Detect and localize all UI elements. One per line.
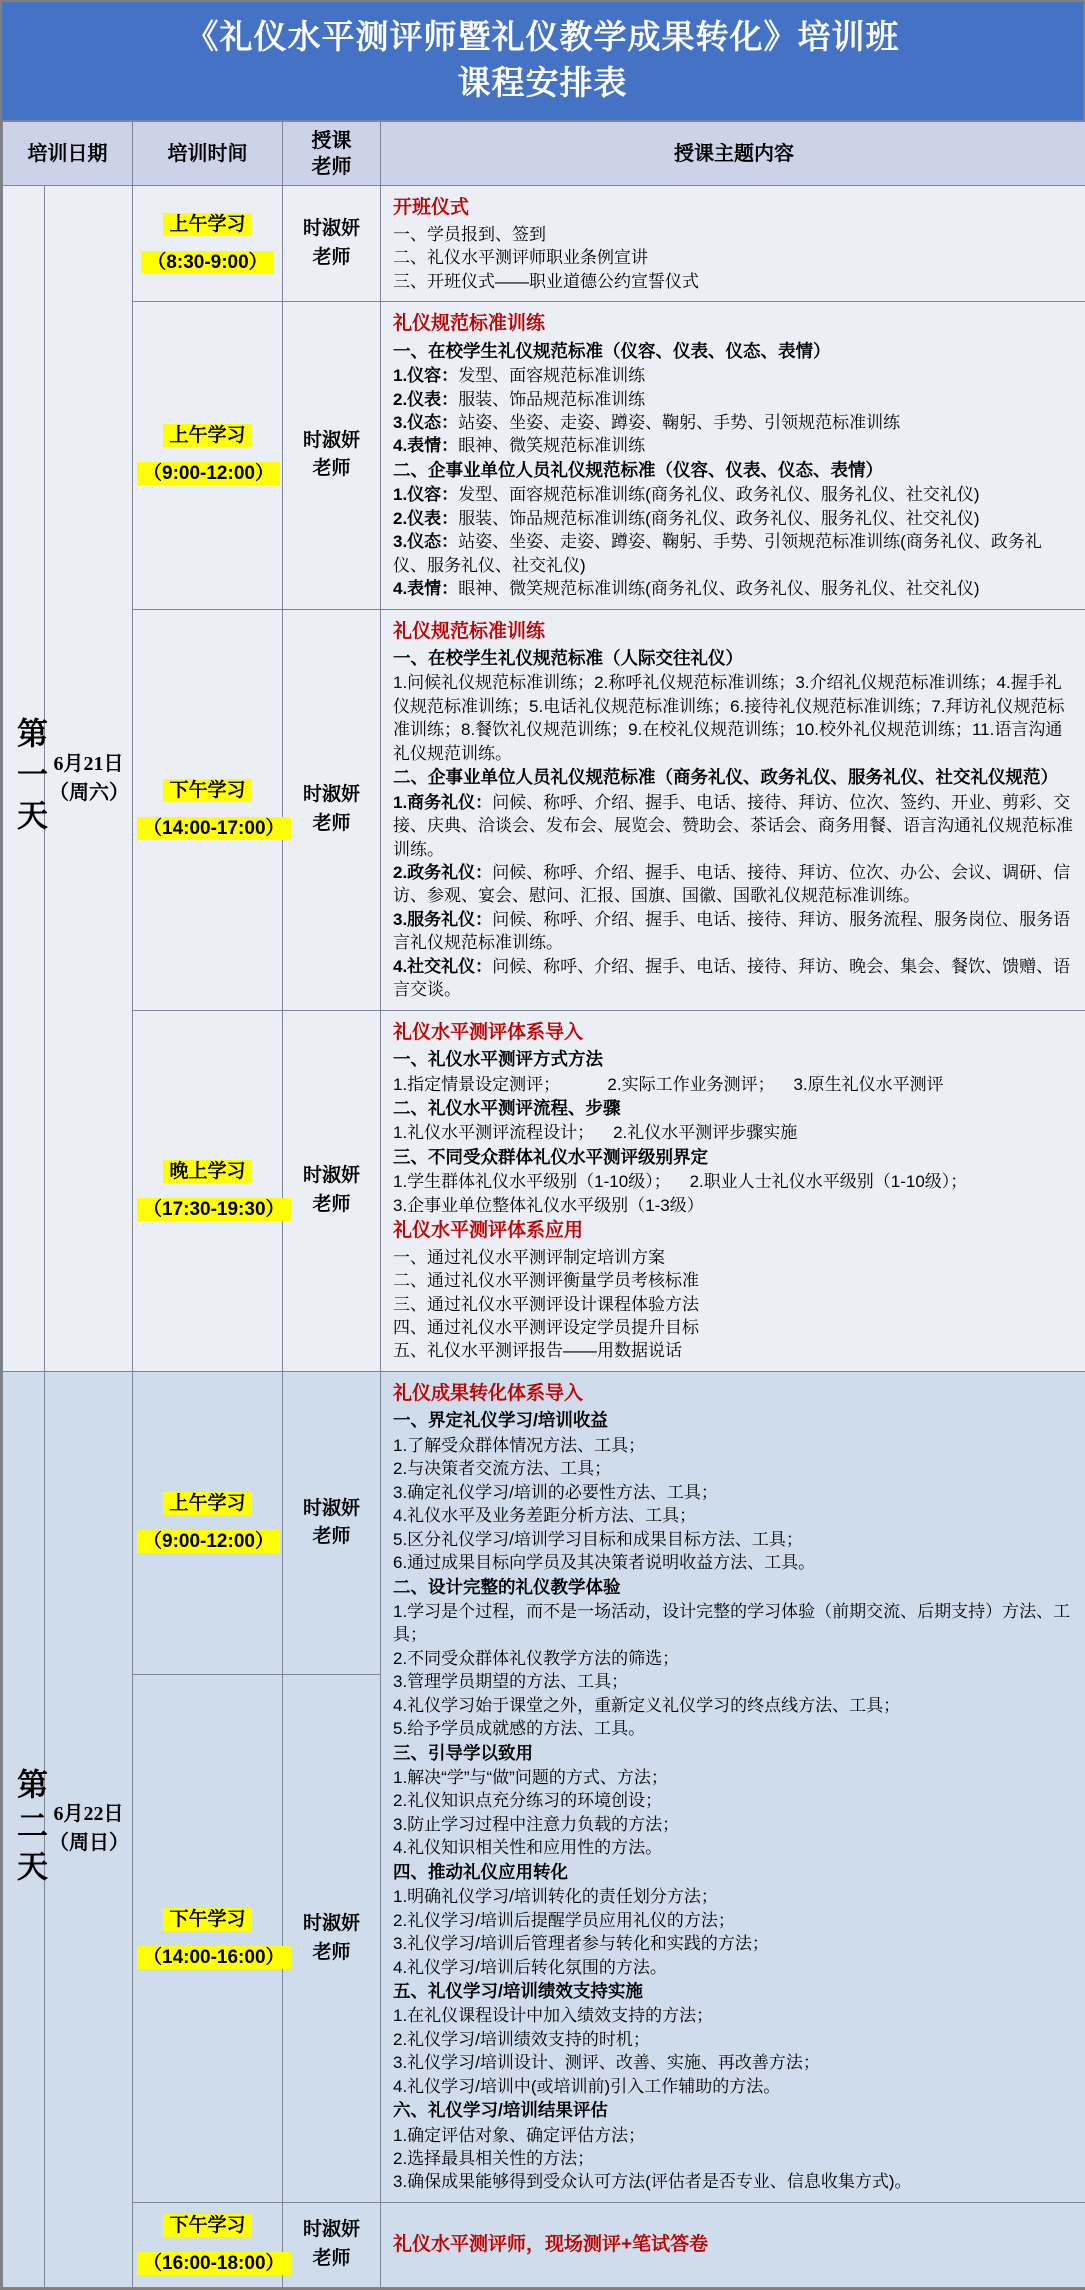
session3-content	[381, 609, 1085, 1010]
day1-date: 6月21日	[54, 753, 124, 775]
content-line: 3.礼仪学习/培训设计、测评、改善、实施、再改善方法；	[393, 2051, 1075, 2074]
content-line: 1.解决“学”与“做”问题的方式、方法；	[393, 1766, 1075, 1789]
content-line: 礼仪水平测评体系应用	[393, 1217, 1075, 1246]
content-line: 3.仪态：站姿、坐姿、走姿、蹲姿、鞠躬、手势、引领规范标准训练(商务礼仪、政务礼仪、服务礼仪、社交礼仪)	[393, 530, 1075, 577]
session5-teacher	[283, 1371, 381, 1674]
content-line: 一、通过礼仪水平测评制定培训方案	[393, 1246, 1075, 1269]
teacher-title: 老师	[312, 458, 350, 479]
content-line: 2.礼仪学习/培训后提醒学员应用礼仪的方法；	[393, 1909, 1075, 1932]
teacher-name: 时淑妍	[303, 784, 360, 805]
col-header-teacher-line2: 老师	[312, 156, 352, 178]
content-line: 4.礼仪学习始于课堂之外，重新定义礼仪学习的终点线方法、工具；	[393, 1694, 1075, 1717]
col-header-teacher	[283, 122, 381, 186]
day2-date: 6月22日	[54, 1803, 124, 1825]
content-line: 一、在校学生礼仪规范标准（人际交往礼仪）	[393, 646, 1075, 671]
session7-period: 下午学习	[163, 2214, 251, 2237]
teacher-name: 时淑妍	[303, 1913, 360, 1934]
session3-range: （14:00-17:00）	[137, 817, 291, 840]
teacher-title: 老师	[312, 1526, 350, 1547]
content-line: 2.仪表：服装、饰品规范标准训练	[393, 388, 1075, 411]
content-line: 一、在校学生礼仪规范标准（仪容、仪表、仪态、表情）	[393, 339, 1075, 364]
content-line: 3.企事业单位整体礼仪水平级别（1-3级）	[393, 1194, 1075, 1217]
teacher-title: 老师	[312, 813, 350, 834]
content-line: 2.礼仪学习/培训绩效支持的时机；	[393, 2028, 1075, 2051]
content-line: 礼仪水平测评体系导入	[393, 1019, 1075, 1048]
content-line: 3.服务礼仪：问候、称呼、介绍、握手、电话、接待、拜访、服务流程、服务岗位、服务语言礼仪规范标准训练。	[393, 908, 1075, 955]
content-line: 六、礼仪学习/培训结果评估	[393, 2098, 1075, 2123]
day2-weekday: （周日）	[49, 1832, 129, 1854]
day2-date-cell	[45, 1371, 133, 2287]
table-row	[3, 2202, 1085, 2287]
session7-time-cell	[133, 2202, 283, 2287]
day2-cell	[3, 1371, 45, 2287]
session4-content	[381, 1010, 1085, 1371]
session2-teacher	[283, 302, 381, 609]
session6-time-cell	[133, 1675, 283, 2203]
session1-teacher	[283, 186, 381, 302]
col-header-time: 培训时间	[133, 122, 283, 186]
schedule-table	[2, 121, 1085, 2288]
content-line: 4.表情：眼神、微笑规范标准训练(商务礼仪、政务礼仪、服务礼仪、社交礼仪)	[393, 577, 1075, 600]
table-row	[3, 1371, 1085, 1674]
session5-period: 上午学习	[163, 1492, 251, 1515]
teacher-name: 时淑妍	[303, 430, 360, 451]
content-line: 2.仪表：服装、饰品规范标准训练(商务礼仪、政务礼仪、服务礼仪、社交礼仪)	[393, 507, 1075, 530]
session1-period: 上午学习	[163, 213, 251, 236]
session6-period: 下午学习	[163, 1908, 251, 1931]
content-line: 4.礼仪知识相关性和应用性的方法。	[393, 1836, 1075, 1859]
content-line: 1.学习是个过程，而不是一场活动，设计完整的学习体验（前期交流、后期支持）方法、工具；	[393, 1600, 1075, 1647]
session4-period: 晚上学习	[163, 1160, 251, 1183]
content-line: 二、礼仪水平测评流程、步骤	[393, 1096, 1075, 1121]
table-row	[3, 1010, 1085, 1371]
content-line: 一、界定礼仪学习/培训收益	[393, 1408, 1075, 1433]
teacher-name: 时淑妍	[303, 1165, 360, 1186]
teacher-title: 老师	[312, 1942, 350, 1963]
session4-teacher	[283, 1010, 381, 1371]
content-line: 一、学员报到、签到	[393, 223, 1075, 246]
content-line: 三、开班仪式——职业道德公约宣誓仪式	[393, 270, 1075, 293]
content-line: 5.区分礼仪学习/培训学习目标和成果目标方法、工具；	[393, 1528, 1075, 1551]
teacher-title: 老师	[312, 1194, 350, 1215]
content-line: 4.礼仪学习/培训后转化氛围的方法。	[393, 1956, 1075, 1979]
content-line: 4.表情：眼神、微笑规范标准训练	[393, 434, 1075, 457]
session4-time-cell	[133, 1010, 283, 1371]
content-line: 1.了解受众群体情况方法、工具；	[393, 1434, 1075, 1457]
page-title-line2: 课程安排表	[10, 60, 1075, 106]
content-line: 3.管理学员期望的方法、工具；	[393, 1670, 1075, 1693]
column-header-row	[3, 122, 1085, 186]
session5-range: （9:00-12:00）	[137, 1530, 280, 1553]
content-line: 1.指定情景设定测评； 2.实际工作业务测评； 3.原生礼仪水平测评	[393, 1073, 1075, 1096]
content-line: 三、通过礼仪水平测评设计课程体验方法	[393, 1293, 1075, 1316]
day1-date-cell	[45, 186, 133, 1372]
day1-cell	[3, 186, 45, 1372]
content-line: 1.商务礼仪：问候、称呼、介绍、握手、电话、接待、拜访、位次、签约、开业、剪彩、交接、庆典、洽谈会、发布会、展览会、赞助会、茶话会、商务用餐、语言沟通礼仪规范标准训练。	[393, 791, 1075, 861]
content-line: 1.确定评估对象、确定评估方法；	[393, 2124, 1075, 2147]
content-line: 一、礼仪水平测评方式方法	[393, 1047, 1075, 1072]
content-line: 二、企事业单位人员礼仪规范标准（商务礼仪、政务礼仪、服务礼仪、社交礼仪规范）	[393, 765, 1075, 790]
content-line: 1.礼仪水平测评流程设计； 2.礼仪水平测评步骤实施	[393, 1121, 1075, 1144]
content-line: 3.确定礼仪学习/培训的必要性方法、工具；	[393, 1481, 1075, 1504]
session5-time-cell	[133, 1371, 283, 1674]
content-line: 1.学生群体礼仪水平级别（1-10级）； 2.职业人士礼仪水平级别（1-10级）；	[393, 1170, 1075, 1193]
content-line: 礼仪水平测评师，现场测评+笔试答卷	[393, 2231, 1075, 2260]
content-line: 二、礼仪水平测评师职业条例宣讲	[393, 246, 1075, 269]
session7-range: （16:00-18:00）	[137, 2252, 291, 2275]
col-header-topic: 授课主题内容	[381, 122, 1085, 186]
teacher-title: 老师	[312, 247, 350, 268]
content-line: 开班仪式	[393, 194, 1075, 223]
page-title-line1: 《礼仪水平测评师暨礼仪教学成果转化》培训班	[10, 14, 1075, 60]
content-line: 礼仪规范标准训练	[393, 310, 1075, 339]
content-line: 4.礼仪水平及业务差距分析方法、工具；	[393, 1504, 1075, 1527]
session7-content	[381, 2202, 1085, 2287]
content-line: 4.礼仪学习/培训中(或培训前)引入工作辅助的方法。	[393, 2075, 1075, 2098]
content-line: 五、礼仪学习/培训绩效支持实施	[393, 1979, 1075, 2004]
session3-time-cell	[133, 609, 283, 1010]
teacher-title: 老师	[312, 2248, 350, 2269]
content-line: 四、通过礼仪水平测评设定学员提升目标	[393, 1316, 1075, 1339]
session1-time-cell	[133, 186, 283, 302]
content-line: 4.社交礼仪：问候、称呼、介绍、握手、电话、接待、拜访、晚会、集会、餐饮、馈赠、语言交谈。	[393, 955, 1075, 1002]
content-line: 礼仪规范标准训练	[393, 618, 1075, 647]
session2-content	[381, 302, 1085, 609]
content-line: 2.选择最具相关性的方法；	[393, 2147, 1075, 2170]
session1-range: （8:30-9:00）	[141, 251, 273, 274]
table-row	[3, 609, 1085, 1010]
session6-teacher	[283, 1675, 381, 2203]
session2-range: （9:00-12:00）	[137, 462, 280, 485]
table-row	[3, 186, 1085, 302]
content-line: 二、设计完整的礼仪教学体验	[393, 1575, 1075, 1600]
session7-teacher	[283, 2202, 381, 2287]
teacher-name: 时淑妍	[303, 218, 360, 239]
content-line: 二、企事业单位人员礼仪规范标准（仪容、仪表、仪态、表情）	[393, 458, 1075, 483]
content-line: 1.仪容：发型、面容规范标准训练	[393, 364, 1075, 387]
day2-label: 第二天	[7, 1768, 52, 1891]
content-line: 1.问候礼仪规范标准训练；2.称呼礼仪规范标准训练；3.介绍礼仪规范标准训练；4.握手礼仪规范标准训练；5.电话礼仪规范标准训练；6.接待礼仪规范标准训练；7.拜访礼仪规范标准训练；8.餐饮礼仪规范训练；9.在校礼仪规范训练；10.校外礼仪规范训练；11.语言沟通礼仪规范训练。	[393, 671, 1075, 765]
teacher-name: 时淑妍	[303, 2219, 360, 2240]
content-line: 1.在礼仪课程设计中加入绩效支持的方法；	[393, 2004, 1075, 2027]
session3-teacher	[283, 609, 381, 1010]
session3-period: 下午学习	[163, 779, 251, 802]
content-line: 四、推动礼仪应用转化	[393, 1860, 1075, 1885]
day1-weekday: （周六）	[49, 782, 129, 804]
day1-label: 第一天	[7, 717, 52, 840]
session2-time-cell	[133, 302, 283, 609]
content-line: 2.与决策者交流方法、工具；	[393, 1457, 1075, 1480]
content-line: 5.给予学员成就感的方法、工具。	[393, 1717, 1075, 1740]
content-line: 三、不同受众群体礼仪水平测评级别界定	[393, 1145, 1075, 1170]
page-title	[2, 2, 1083, 121]
content-line: 2.政务礼仪：问候、称呼、介绍、握手、电话、接待、拜访、位次、办公、会议、调研、信访、参观、宴会、慰问、汇报、国旗、国徽、国歌礼仪规范标准训练。	[393, 861, 1075, 908]
content-line: 2.不同受众群体礼仪教学方法的筛选；	[393, 1647, 1075, 1670]
content-line: 1.仪容：发型、面容规范标准训练(商务礼仪、政务礼仪、服务礼仪、社交礼仪)	[393, 483, 1075, 506]
session5-content	[381, 1371, 1085, 2202]
content-line: 二、通过礼仪水平测评衡量学员考核标准	[393, 1269, 1075, 1292]
content-line: 五、礼仪水平测评报告——用数据说话	[393, 1339, 1075, 1362]
table-row	[3, 302, 1085, 609]
content-line: 3.防止学习过程中注意力负载的方法；	[393, 1813, 1075, 1836]
content-line: 礼仪成果转化体系导入	[393, 1380, 1075, 1409]
content-line: 2.礼仪知识点充分练习的环境创设；	[393, 1789, 1075, 1812]
session2-period: 上午学习	[163, 424, 251, 447]
session4-range: （17:30-19:30）	[137, 1198, 291, 1221]
content-line: 3.仪态：站姿、坐姿、走姿、蹲姿、鞠躬、手势、引领规范标准训练	[393, 411, 1075, 434]
content-line: 3.礼仪学习/培训后管理者参与转化和实践的方法；	[393, 1932, 1075, 1955]
content-line: 1.明确礼仪学习/培训转化的责任划分方法；	[393, 1885, 1075, 1908]
session1-content	[381, 186, 1085, 302]
content-line: 3.确保成果能够得到受众认可方法(评估者是否专业、信息收集方式)。	[393, 2170, 1075, 2193]
col-header-date: 培训日期	[3, 122, 133, 186]
content-line: 6.通过成果目标向学员及其决策者说明收益方法、工具。	[393, 1551, 1075, 1574]
col-header-teacher-line1: 授课	[312, 130, 352, 152]
teacher-name: 时淑妍	[303, 1498, 360, 1519]
session6-range: （14:00-16:00）	[137, 1946, 291, 1969]
content-line: 三、引导学以致用	[393, 1741, 1075, 1766]
